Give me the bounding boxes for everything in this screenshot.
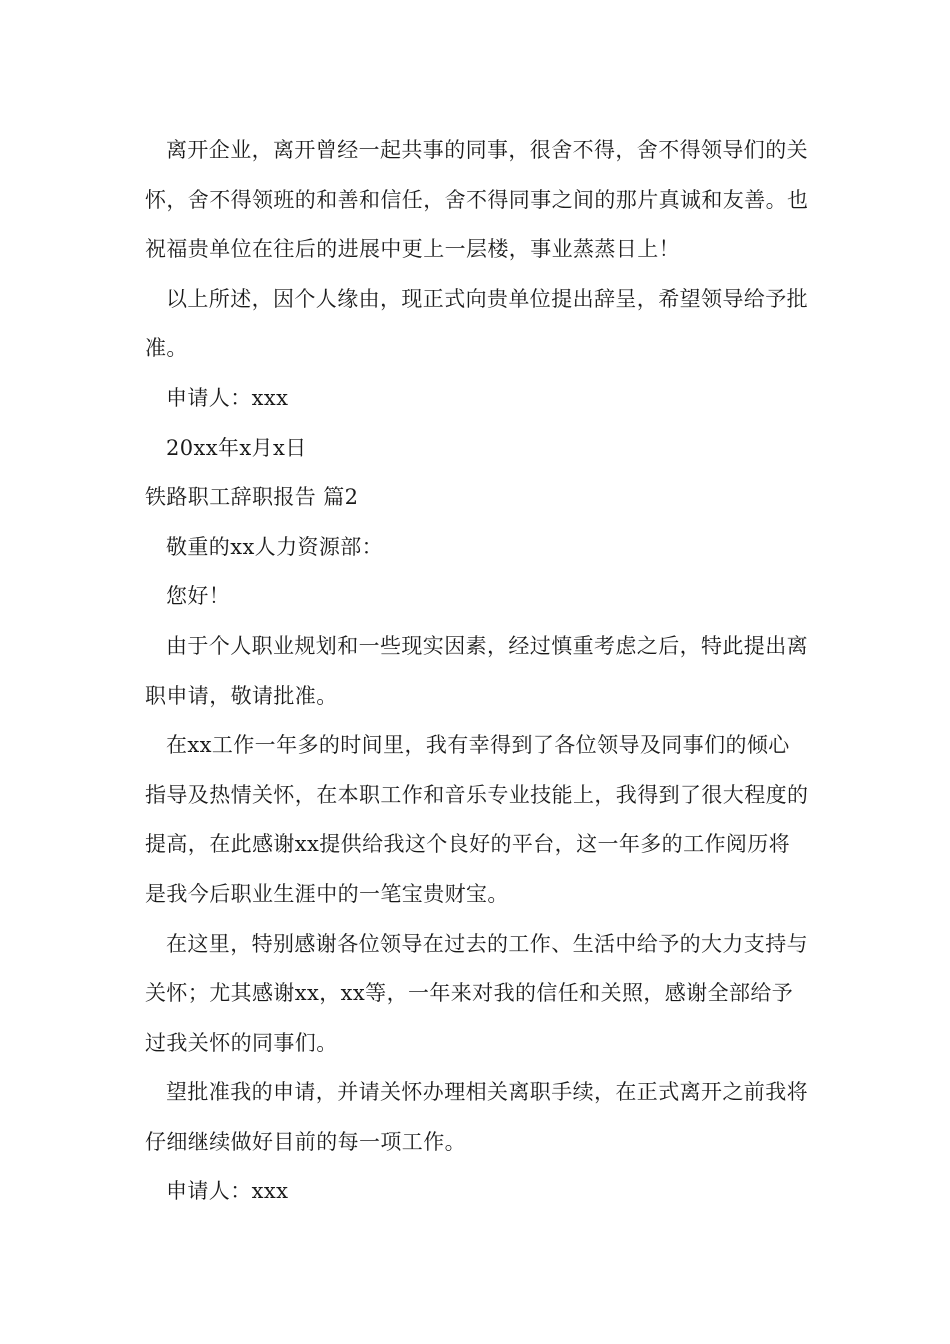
paragraph-farewell: 离开企业，离开曾经一起共事的同事，很舍不得，舍不得领导们的关怀，舍不得领班的和善和信任，舍不得同事之间的那片真诚和友善。也祝福贵单位在往后的进展中更上一层楼，事业蒸蒸日上！ [145, 138, 809, 262]
paragraph-gratitude: 在xx工作一年多的时间里，我有幸得到了各位领导及同事们的倾心指导及热情关怀，在本职工作和音乐专业技能上，我得到了很大程度的提高，在此感谢xx提供给我这个良好的平台，这一年多的工作阅历将是我今后职业生涯中的一笔宝贵财宝。 [145, 733, 809, 906]
section-heading: 铁路职工辞职报告 篇2 [145, 485, 359, 510]
date-line: 20xx年x月x日 [166, 435, 307, 460]
applicant-signature-2: 申请人：xxx [166, 1179, 289, 1204]
paragraph-thanks: 在这里，特别感谢各位领导在过去的工作、生活中给予的大力支持与关怀；尤其感谢xx，xx等，一年来对我的信任和关照，感谢全部给予过我关怀的同事们。 [145, 931, 808, 1055]
paragraph-resignation-request: 以上所述，因个人缘由，现正式向贵单位提出辞呈，希望领导给予批准。 [145, 286, 808, 361]
paragraph-approval: 望批准我的申请，并请关怀办理相关离职手续，在正式离开之前我将仔细继续做好目前的每一项工作。 [145, 1080, 808, 1154]
applicant-signature: 申请人：xxx [166, 385, 289, 410]
paragraph-reason: 由于个人职业规划和一些现实因素，经过慎重考虑之后，特此提出离职申请，敬请批准。 [145, 633, 808, 708]
greeting: 您好！ [166, 584, 231, 609]
document-body [145, 126, 810, 1217]
salutation: 敬重的xx人力资源部： [166, 534, 384, 559]
